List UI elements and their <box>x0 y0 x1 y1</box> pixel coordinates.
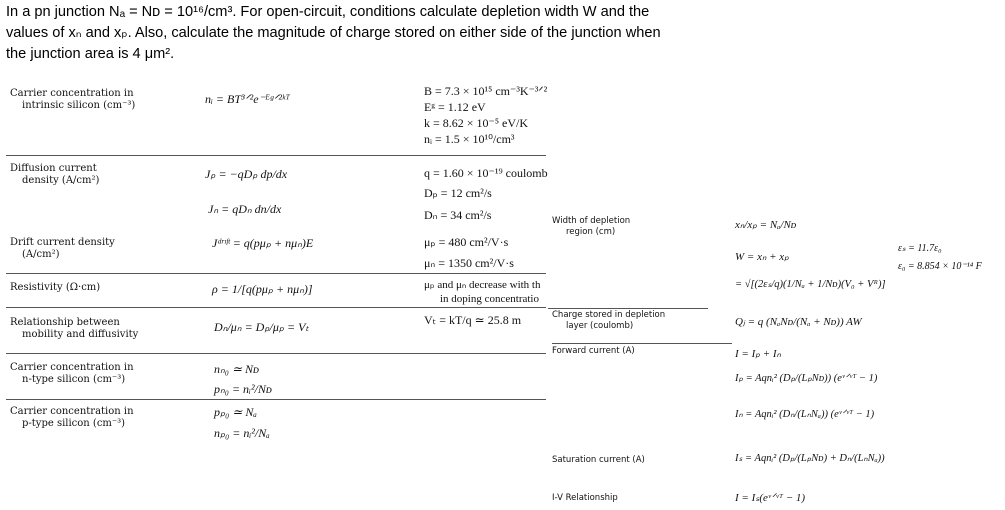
eq-np0: nₚ₀ = nᵢ²/Nₐ <box>214 426 270 440</box>
question-text <box>6 2 996 65</box>
label-drift-2: (A/cm²) <box>22 249 60 260</box>
row-divider <box>6 353 546 354</box>
eq-pn0: pₙ₀ = nᵢ²/Nᴅ <box>214 382 272 396</box>
const-mu-note-1: μₚ and μₙ decrease with th <box>424 279 541 291</box>
label-depletion-width-2: region (cm) <box>566 227 616 237</box>
const-Eg: Eᵍ = 1.12 eV <box>424 100 486 114</box>
eq-resistivity: ρ = 1/[q(pμₚ + nμₙ)] <box>212 282 313 296</box>
label-intrinsic-1: Carrier concentration in <box>10 88 134 99</box>
const-k: k = 8.62 × 10⁻⁵ eV/K <box>424 116 529 130</box>
eq-Ip: Iₚ = Aqnᵢ² (Dₚ/(LₚNᴅ)) (eᵛᐟᵛᵀ − 1) <box>735 373 878 384</box>
eq-intrinsic: nᵢ = BT³ᐟ²e⁻ᴱᵍᐟ²ᵏᵀ <box>205 92 290 106</box>
eq-einstein: Dₙ/μₙ = Dₚ/μₚ = Vₜ <box>214 320 309 334</box>
eq-drift: Jᵈʳᶦᶠᵗ = q(pμₚ + nμₙ)E <box>212 236 314 250</box>
row-divider <box>552 343 732 344</box>
question-line-2: values of xₙ and xₚ. Also, calculate the magnitude of charge stored on either side of the junction when <box>6 25 661 41</box>
row-divider <box>6 155 546 156</box>
label-charge-1: Charge stored in depletion <box>552 310 666 320</box>
const-Dp: Dₚ = 12 cm²/s <box>424 186 492 200</box>
label-depletion-width-1: Width of depletion <box>552 216 631 226</box>
label-saturation-current: Saturation current (A) <box>552 455 645 465</box>
row-divider <box>6 307 546 308</box>
eq-eps-0: ε₀ = 8.854 × 10⁻¹⁴ F <box>898 261 982 272</box>
row-divider <box>548 308 708 309</box>
question-line-1: In a pn junction Nₐ = Nᴅ = 10¹⁶/cm³. For open-circuit, conditions calculate depletion width W and the <box>6 4 650 20</box>
const-VT: Vₜ = kT/q ≃ 25.8 m <box>424 313 522 327</box>
label-ntype-1: Carrier concentration in <box>10 362 134 373</box>
eq-nn0: nₙ₀ ≃ Nᴅ <box>214 362 260 376</box>
const-mup: μₚ = 480 cm²/V·s <box>424 235 509 249</box>
eq-W-sum: W = xₙ + xₚ <box>735 251 789 263</box>
label-resistivity: Resistivity (Ω·cm) <box>10 282 101 293</box>
const-q: q = 1.60 × 10⁻¹⁹ coulomb <box>424 166 548 180</box>
row-divider <box>6 273 546 274</box>
const-Dn: Dₙ = 34 cm²/s <box>424 208 492 222</box>
label-ptype-1: Carrier concentration in <box>10 406 134 417</box>
label-ptype-2: p-type silicon (cm⁻³) <box>22 418 126 429</box>
eq-W-sqrt: = √[(2εₛ/q)(1/Nₐ + 1/Nᴅ)(V₀ + Vᴿ)] <box>735 279 886 290</box>
const-B: B = 7.3 × 10¹⁵ cm⁻³K⁻³ᐟ² <box>424 84 548 98</box>
label-ntype-2: n-type silicon (cm⁻³) <box>22 374 126 385</box>
eq-Is: Iₛ = Aqnᵢ² (Dₚ/(LₚNᴅ) + Dₙ/(LₙNₐ)) <box>735 453 885 464</box>
label-mobility-1: Relationship between <box>10 317 120 328</box>
label-mobility-2: mobility and diffusivity <box>22 329 139 340</box>
eq-I-total: I = Iₚ + Iₙ <box>735 348 781 360</box>
label-drift-1: Drift current density <box>10 237 115 248</box>
const-ni: nᵢ = 1.5 × 10¹⁰/cm³ <box>424 132 515 146</box>
eq-ratio: xₙ/xₚ = Nₐ/Nᴅ <box>735 219 797 231</box>
label-diffusion-1: Diffusion current <box>10 163 97 174</box>
label-forward-current: Forward current (A) <box>552 346 635 356</box>
label-diffusion-2: density (A/cm²) <box>22 175 100 186</box>
eq-diffusion-n: Jₙ = qDₙ dn/dx <box>208 202 282 216</box>
eq-charge: Qⱼ = q (NₐNᴅ/(Nₐ + Nᴅ)) AW <box>735 316 862 328</box>
eq-pp0: pₚ₀ ≃ Nₐ <box>214 405 257 419</box>
label-iv-relationship: I-V Relationship <box>552 493 618 503</box>
const-mun: μₙ = 1350 cm²/V·s <box>424 256 514 270</box>
row-divider <box>6 399 546 400</box>
question-line-3: the junction area is 4 μm². <box>6 46 175 62</box>
eq-eps-s: εₛ = 11.7ε₀ <box>898 243 942 254</box>
label-intrinsic-2: intrinsic silicon (cm⁻³) <box>22 100 136 111</box>
eq-diffusion-p: Jₚ = −qDₚ dp/dx <box>205 167 288 181</box>
const-mu-note-2: in doping concentratio <box>440 293 539 305</box>
eq-iv: I = Iₛ(eᵛᐟᵛᵀ − 1) <box>735 492 806 504</box>
eq-In: Iₙ = Aqnᵢ² (Dₙ/(LₙNₐ)) (eᵛᐟᵛᵀ − 1) <box>735 409 875 420</box>
label-charge-2: layer (coulomb) <box>566 321 634 331</box>
